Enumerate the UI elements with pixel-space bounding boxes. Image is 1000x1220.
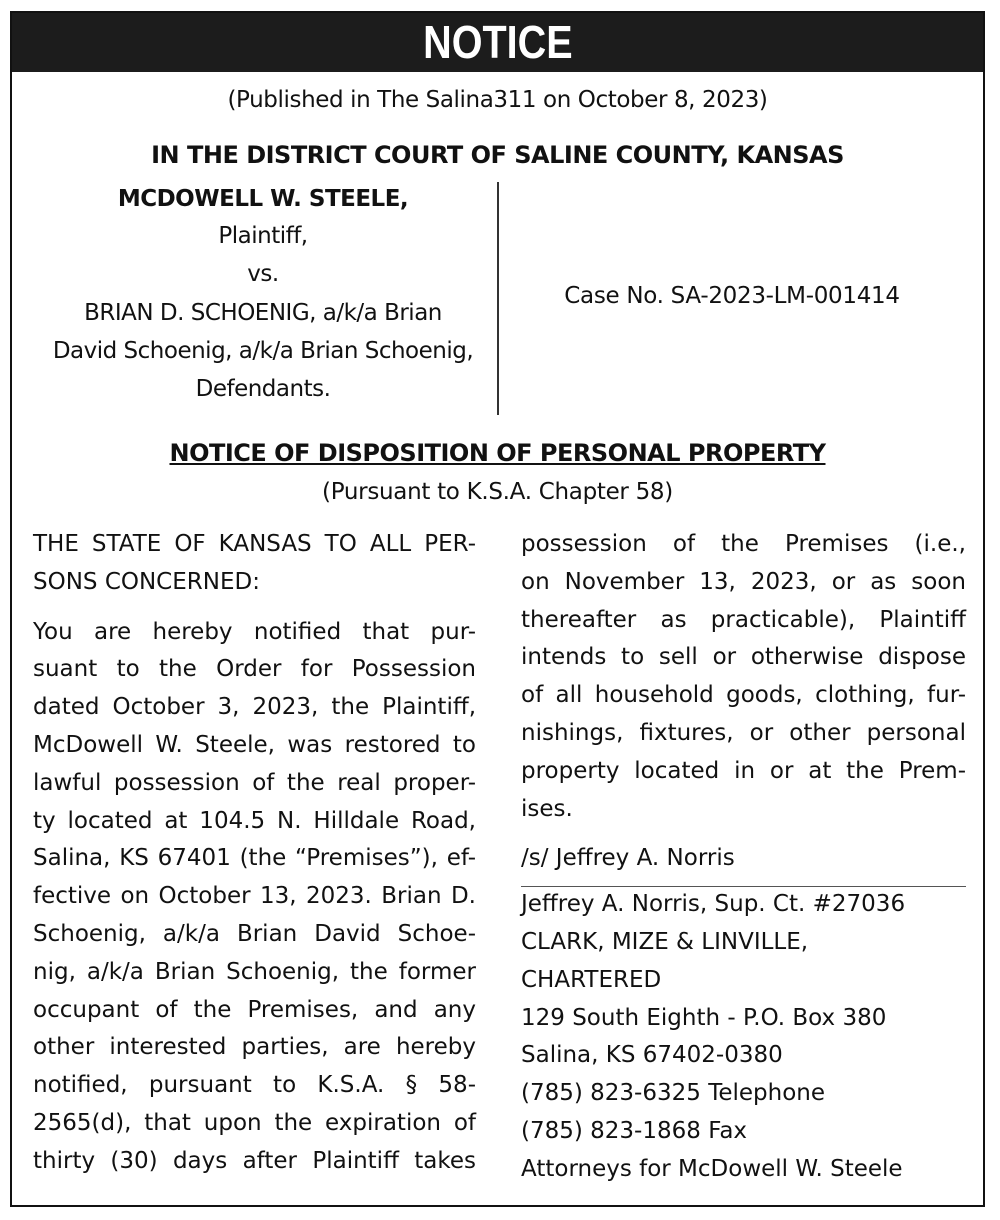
versus-label: vs. (247, 261, 279, 287)
body-line: other interested parties, are hereby (33, 1034, 476, 1061)
body-line: intends to sell or otherwise dispose (521, 644, 966, 671)
body-line: 2565(d), that upon the expiration of (33, 1109, 476, 1136)
court-heading: IN THE DISTRICT COURT OF SALINE COUNTY, KANSAS (151, 141, 844, 169)
body-line: occupant of the Premises, and any (33, 996, 476, 1023)
body-line: nishings, fixtures, or other personal (521, 719, 966, 746)
salutation-line: SONS CONCERNED: (33, 568, 260, 595)
body-line: nig, a/k/a Brian Schoenig, the former (33, 958, 476, 985)
body-line: ty located at 104.5 N. Hilldale Road, (33, 807, 476, 834)
statute-reference: (Pursuant to K.S.A. Chapter 58) (322, 479, 673, 505)
attorney-line: Salina, KS 67402-0380 (521, 1042, 783, 1069)
body-line: fective on October 13, 2023. Brian D. (33, 883, 476, 910)
defendant-role: Defendants. (195, 376, 331, 402)
caption-divider (497, 182, 499, 415)
notice-title: NOTICE (422, 16, 573, 68)
salutation-line: THE STATE OF KANSAS TO ALL PER- (33, 531, 476, 557)
publication-line: (Published in The Salina311 on October 8, 2023) (227, 87, 768, 113)
body-line: McDowell W. Steele, was restored to (33, 731, 476, 758)
signature-rule (521, 886, 966, 887)
attorney-line: CHARTERED (521, 966, 662, 993)
body-line: dated October 3, 2023, the Plaintiff, (33, 694, 476, 721)
attorney-line: Jeffrey A. Norris, Sup. Ct. #27036 (521, 891, 906, 918)
signature-line: /s/ Jeffrey A. Norris (521, 845, 735, 872)
notice-banner (12, 13, 983, 72)
defendant-line-2: David Schoenig, a/k/a Brian Schoenig, (52, 338, 474, 364)
plaintiff-name: MCDOWELL W. STEELE, (117, 186, 409, 212)
body-line: property located in or at the Prem- (521, 757, 966, 784)
body-line: on November 13, 2023, or as soon (521, 568, 966, 595)
body-line: ises. (521, 795, 573, 822)
body-line: thereafter as practicable), Plaintiff (521, 606, 966, 633)
body-line: suant to the Order for Possession (33, 656, 476, 683)
case-caption (28, 181, 498, 409)
plaintiff-role: Plaintiff, (218, 223, 308, 249)
body-left-column (33, 526, 476, 1181)
body-line: thirty (30) days after Plaintiff takes (33, 1147, 476, 1174)
case-number: Case No. SA-2023-LM-001414 (564, 283, 900, 309)
disposition-heading: NOTICE OF DISPOSITION OF PERSONAL PROPERTY (169, 439, 826, 467)
attorney-line: (785) 823-1868 Fax (521, 1117, 748, 1144)
body-line: possession of the Premises (i.e., (521, 531, 966, 557)
attorney-line: (785) 823-6325 Telephone (521, 1080, 826, 1107)
body-right-column (521, 526, 966, 1189)
attorney-line: CLARK, MIZE & LINVILLE, (521, 928, 809, 955)
body-line: You are hereby notified that pur- (33, 618, 476, 645)
body-line: notified, pursuant to K.S.A. § 58- (33, 1072, 476, 1099)
defendant-line-1: BRIAN D. SCHOENIG, a/k/a Brian (84, 300, 442, 326)
body-line: of all household goods, clothing, fur- (521, 682, 966, 709)
body-line: lawful possession of the real proper- (33, 769, 476, 796)
legal-notice (10, 11, 985, 1207)
attorney-line: Attorneys for McDowell W. Steele (521, 1155, 903, 1182)
body-line: Salina, KS 67401 (the “Premises”), ef- (33, 845, 476, 872)
body-line: Schoenig, a/k/a Brian David Schoe- (33, 920, 476, 947)
attorney-line: 129 South Eighth - P.O. Box 380 (521, 1004, 887, 1031)
